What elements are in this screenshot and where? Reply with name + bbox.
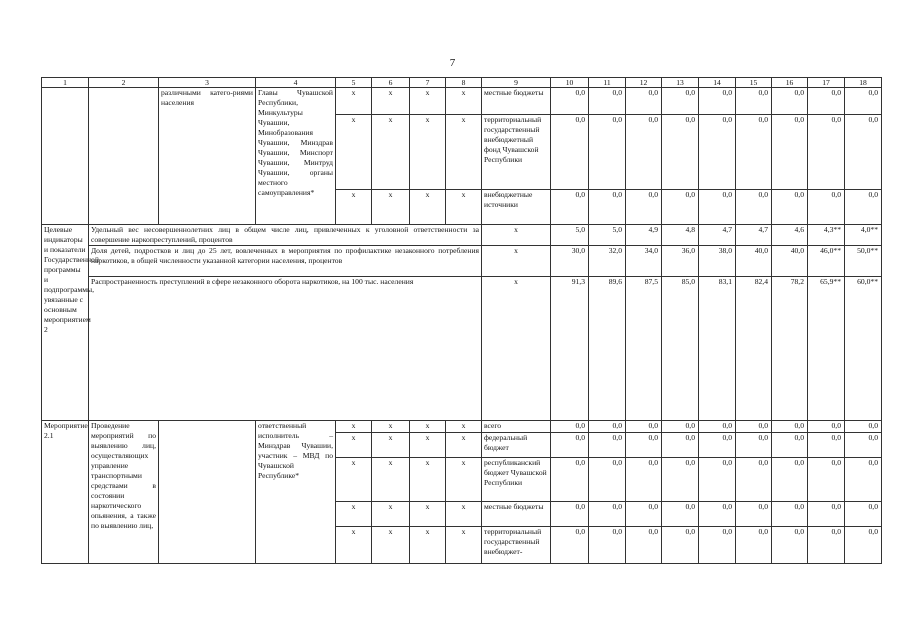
value-cell: 0,0 — [699, 190, 736, 225]
value-cell: 0,0 — [845, 421, 882, 433]
x-mark-cell: x — [372, 421, 410, 433]
indicator-name-cell: Распространенность преступлений в сфере незаконного оборота наркотиков, на 100 тыс. населения — [89, 277, 482, 421]
value-cell: 0,0 — [626, 433, 662, 458]
funding-row — [42, 88, 882, 115]
value-cell: 0,0 — [845, 433, 882, 458]
column-number-cell: 1 — [42, 78, 89, 88]
value-cell: 0,0 — [808, 115, 845, 190]
x-mark-cell: x — [446, 527, 482, 564]
executors-cell: Главы Чувашской Республики, Минкультуры Чувашии, Минобразования Чувашии, Минздрав Чувашии, Минспорт Чувашии, Минтруд Чувашии, органы местного самоуправления* — [256, 88, 336, 225]
x-mark-cell: x — [336, 458, 372, 502]
value-cell: 0,0 — [808, 458, 845, 502]
value-cell: 0,0 — [699, 88, 736, 115]
executors-cell: ответственный исполнитель – Минздрав Чувашии, участник – МВД по Чувашской Республике* — [256, 421, 336, 564]
column-number-cell: 6 — [372, 78, 410, 88]
x-mark-cell: x — [410, 502, 446, 527]
value-cell: 0,0 — [662, 88, 699, 115]
indicator-value-cell: 83,1 — [699, 277, 736, 421]
value-cell: 0,0 — [845, 190, 882, 225]
indicator-value-cell: 46,0** — [808, 246, 845, 277]
indicator-value-cell: 87,5 — [626, 277, 662, 421]
column-number-cell: 4 — [256, 78, 336, 88]
value-cell: 0,0 — [551, 502, 589, 527]
value-cell: 0,0 — [772, 88, 808, 115]
indicator-value-cell: 4,3** — [808, 225, 845, 246]
funding-source-cell: внебюджетные источники — [482, 190, 551, 225]
funding-source-cell: республиканский бюджет Чувашской Республики — [482, 458, 551, 502]
value-cell: 0,0 — [772, 433, 808, 458]
value-cell: 0,0 — [551, 527, 589, 564]
x-mark-cell: x — [336, 88, 372, 115]
value-cell: 0,0 — [626, 115, 662, 190]
value-cell: 0,0 — [699, 458, 736, 502]
value-cell: 0,0 — [845, 88, 882, 115]
value-cell: 0,0 — [808, 421, 845, 433]
value-cell: 0,0 — [626, 502, 662, 527]
column-number-cell: 12 — [626, 78, 662, 88]
column-number-row — [42, 78, 882, 88]
x-mark-cell: x — [336, 433, 372, 458]
value-cell: 0,0 — [626, 458, 662, 502]
value-cell: 0,0 — [662, 421, 699, 433]
x-mark-cell: x — [410, 433, 446, 458]
value-cell: 0,0 — [551, 190, 589, 225]
column-number-cell: 11 — [589, 78, 626, 88]
value-cell: 0,0 — [699, 433, 736, 458]
value-cell: 0,0 — [772, 458, 808, 502]
value-cell: 0,0 — [589, 502, 626, 527]
value-cell: 0,0 — [551, 88, 589, 115]
indicator-row — [42, 246, 882, 277]
value-cell: 0,0 — [736, 433, 772, 458]
column-number-cell: 10 — [551, 78, 589, 88]
indicator-value-cell: 36,0 — [662, 246, 699, 277]
value-cell: 0,0 — [699, 115, 736, 190]
value-cell: 0,0 — [845, 458, 882, 502]
funding-row — [42, 421, 882, 433]
value-cell: 0,0 — [662, 433, 699, 458]
indicator-value-cell: 40,0 — [736, 246, 772, 277]
value-cell: 0,0 — [589, 115, 626, 190]
value-cell: 0,0 — [589, 433, 626, 458]
value-cell: 0,0 — [551, 421, 589, 433]
x-mark-cell: x — [372, 458, 410, 502]
value-cell: 0,0 — [589, 527, 626, 564]
value-cell: 0,0 — [662, 190, 699, 225]
indicator-value-cell: 40,0 — [772, 246, 808, 277]
x-mark-cell: x — [336, 502, 372, 527]
value-cell: 0,0 — [808, 433, 845, 458]
value-cell: 0,0 — [772, 502, 808, 527]
indicator-value-cell: 4,7 — [736, 225, 772, 246]
value-cell: 0,0 — [662, 527, 699, 564]
x-mark-cell: x — [372, 527, 410, 564]
value-cell: 0,0 — [845, 115, 882, 190]
x-mark-cell: x — [446, 421, 482, 433]
value-cell: 0,0 — [626, 527, 662, 564]
funding-source-cell: федеральный бюджет — [482, 433, 551, 458]
column-number-cell: 14 — [699, 78, 736, 88]
column-number-cell: 18 — [845, 78, 882, 88]
value-cell: 0,0 — [772, 527, 808, 564]
measure-description-cell: Проведение мероприятий по выявлению лиц, осуществляющих управление транспортными средствами в состоянии наркотического опьянения, а также по выявлению лиц, — [89, 421, 159, 564]
indicator-value-cell: 38,0 — [699, 246, 736, 277]
indicator-name-cell: Доля детей, подростков и лиц до 25 лет, вовлеченных в мероприятия по профилактике незаконного потребления наркотиков, в общей численности указанной категории населения, процентов — [89, 246, 482, 277]
column-number-cell: 15 — [736, 78, 772, 88]
value-cell: 0,0 — [736, 502, 772, 527]
x-mark-cell: x — [410, 88, 446, 115]
x-mark-cell: x — [482, 277, 551, 421]
value-cell: 0,0 — [808, 190, 845, 225]
value-cell: 0,0 — [736, 458, 772, 502]
value-cell: 0,0 — [736, 88, 772, 115]
indicator-value-cell: 65,9** — [808, 277, 845, 421]
funding-source-cell: территориальный государственный внебюджетный фонд Чувашской Республики — [482, 115, 551, 190]
indicator-row — [42, 225, 882, 246]
column-number-cell: 17 — [808, 78, 845, 88]
value-cell: 0,0 — [808, 527, 845, 564]
measure-number-cell: Мероприятие 2.1 — [42, 421, 89, 564]
indicator-value-cell: 5,0 — [589, 225, 626, 246]
value-cell: 0,0 — [736, 115, 772, 190]
value-cell: 0,0 — [662, 115, 699, 190]
indicator-value-cell: 4,0** — [845, 225, 882, 246]
value-cell: 0,0 — [551, 458, 589, 502]
indicator-value-cell: 91,3 — [551, 277, 589, 421]
indicator-value-cell: 85,0 — [662, 277, 699, 421]
indicator-value-cell: 4,6 — [772, 225, 808, 246]
x-mark-cell: x — [446, 88, 482, 115]
x-mark-cell: x — [372, 190, 410, 225]
value-cell: 0,0 — [589, 421, 626, 433]
x-mark-cell: x — [372, 115, 410, 190]
program-table — [41, 77, 882, 564]
value-cell: 0,0 — [626, 421, 662, 433]
indicator-value-cell: 4,8 — [662, 225, 699, 246]
value-cell: 0,0 — [699, 421, 736, 433]
indicator-value-cell: 60,0** — [845, 277, 882, 421]
indicator-value-cell: 4,9 — [626, 225, 662, 246]
indicator-value-cell: 34,0 — [626, 246, 662, 277]
value-cell: 0,0 — [808, 88, 845, 115]
x-mark-cell: x — [410, 115, 446, 190]
value-cell: 0,0 — [551, 433, 589, 458]
x-mark-cell: x — [336, 421, 372, 433]
indicator-value-cell: 82,4 — [736, 277, 772, 421]
col2-empty-cell — [89, 88, 159, 225]
x-mark-cell: x — [372, 502, 410, 527]
indicator-value-cell: 50,0** — [845, 246, 882, 277]
value-cell: 0,0 — [772, 421, 808, 433]
x-mark-cell: x — [446, 502, 482, 527]
column-number-cell: 2 — [89, 78, 159, 88]
x-mark-cell: x — [336, 115, 372, 190]
x-mark-cell: x — [336, 190, 372, 225]
value-cell: 0,0 — [772, 115, 808, 190]
x-mark-cell: x — [372, 88, 410, 115]
indicator-value-cell: 30,0 — [551, 246, 589, 277]
column-number-cell: 3 — [159, 78, 256, 88]
value-cell: 0,0 — [845, 527, 882, 564]
indicators-label-cell: Целевые индикаторы и показатели Государственной программы и подпрограммы, увязанные с основным мероприятием 2 — [42, 225, 89, 421]
value-cell: 0,0 — [699, 527, 736, 564]
column-number-cell: 8 — [446, 78, 482, 88]
x-mark-cell: x — [410, 458, 446, 502]
funding-source-cell: местные бюджеты — [482, 88, 551, 115]
funding-source-cell: территориальный государственный внебюджет- — [482, 527, 551, 564]
x-mark-cell: x — [482, 246, 551, 277]
col3-empty-cell — [159, 421, 256, 564]
value-cell: 0,0 — [736, 190, 772, 225]
value-cell: 0,0 — [845, 502, 882, 527]
value-cell: 0,0 — [736, 527, 772, 564]
indicator-value-cell: 32,0 — [589, 246, 626, 277]
value-cell: 0,0 — [736, 421, 772, 433]
column-number-cell: 9 — [482, 78, 551, 88]
indicator-value-cell: 89,6 — [589, 277, 626, 421]
value-cell: 0,0 — [589, 88, 626, 115]
program-table-container — [41, 77, 877, 564]
column-number-cell: 5 — [336, 78, 372, 88]
x-mark-cell: x — [336, 527, 372, 564]
funding-source-cell: местные бюджеты — [482, 502, 551, 527]
value-cell: 0,0 — [662, 502, 699, 527]
x-mark-cell: x — [482, 225, 551, 246]
indicator-row — [42, 277, 882, 421]
x-mark-cell: x — [446, 458, 482, 502]
value-cell: 0,0 — [589, 458, 626, 502]
funding-source-cell: всего — [482, 421, 551, 433]
page-number: 7 — [449, 57, 456, 69]
value-cell: 0,0 — [699, 502, 736, 527]
value-cell: 0,0 — [808, 502, 845, 527]
indicator-value-cell: 78,2 — [772, 277, 808, 421]
col1-empty-cell — [42, 88, 89, 225]
indicator-value-cell: 5,0 — [551, 225, 589, 246]
indicator-name-cell: Удельный вес несовершеннолетних лиц в общем числе лиц, привлеченных к уголовной ответственности за совершение наркопреступлений, процентов — [89, 225, 482, 246]
x-mark-cell: x — [410, 190, 446, 225]
indicator-value-cell: 4,7 — [699, 225, 736, 246]
value-cell: 0,0 — [589, 190, 626, 225]
column-number-cell: 13 — [662, 78, 699, 88]
value-cell: 0,0 — [772, 190, 808, 225]
column-number-cell: 16 — [772, 78, 808, 88]
x-mark-cell: x — [410, 527, 446, 564]
x-mark-cell: x — [446, 190, 482, 225]
value-cell: 0,0 — [551, 115, 589, 190]
value-cell: 0,0 — [662, 458, 699, 502]
value-cell: 0,0 — [626, 190, 662, 225]
category-cell: различными катего-риями населения — [159, 88, 256, 225]
x-mark-cell: x — [410, 421, 446, 433]
x-mark-cell: x — [446, 433, 482, 458]
x-mark-cell: x — [372, 433, 410, 458]
value-cell: 0,0 — [626, 88, 662, 115]
x-mark-cell: x — [446, 115, 482, 190]
column-number-cell: 7 — [410, 78, 446, 88]
